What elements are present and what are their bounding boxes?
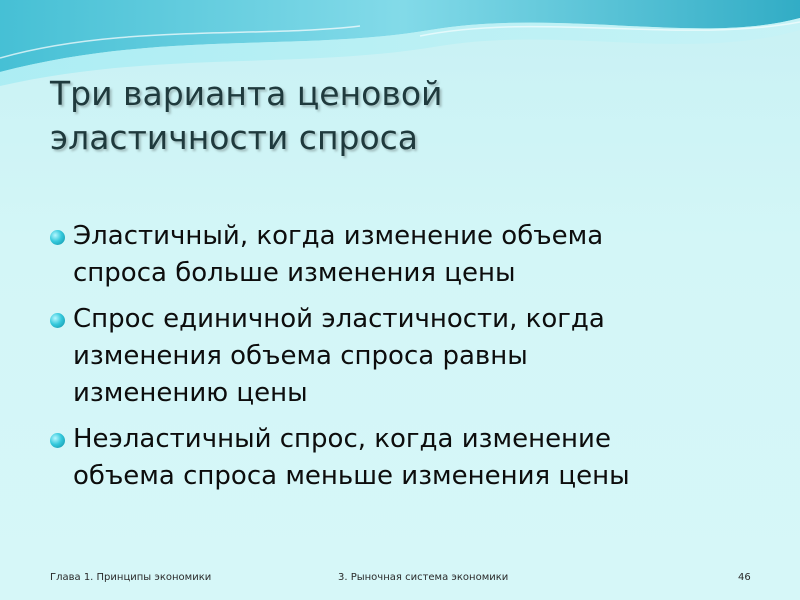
bullet-item-unit-elastic — [50, 301, 770, 412]
bullet-text-line: изменению цены — [73, 378, 308, 408]
bullet-list — [50, 218, 770, 504]
sphere-bullet-icon — [50, 313, 65, 328]
bullet-item-inelastic — [50, 421, 770, 495]
sphere-bullet-icon — [50, 230, 65, 245]
bullet-item-elastic — [50, 218, 770, 292]
bullet-text-line: объема спроса меньше изменения цены — [73, 461, 630, 491]
bullet-text-line: Неэластичный спрос, когда изменение — [73, 424, 611, 454]
bullet-text-line: спроса больше изменения цены — [73, 258, 516, 288]
slide-title-line-1: Три варианта ценовой — [50, 74, 443, 113]
slide-title — [50, 72, 750, 160]
bullet-text-line: изменения объема спроса равны — [73, 341, 528, 371]
bullet-text-line: Спрос единичной эластичности, когда — [73, 304, 605, 334]
footer-section: 3. Рыночная система экономики — [338, 572, 509, 583]
sphere-bullet-icon — [50, 433, 65, 448]
footer-chapter: Глава 1. Принципы экономики — [50, 572, 212, 583]
footer-page-number: 46 — [738, 572, 751, 583]
bullet-text-line: Эластичный, когда изменение объема — [73, 221, 604, 251]
slide-title-line-2: эластичности спроса — [50, 118, 419, 157]
